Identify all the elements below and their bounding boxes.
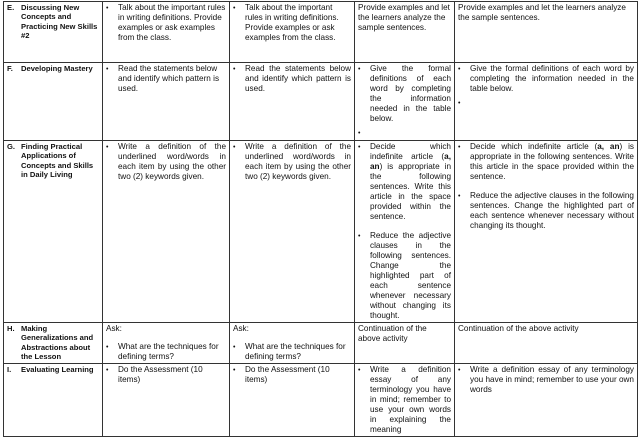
article-emphasis: a, an xyxy=(597,142,620,151)
row-code: E. xyxy=(7,3,15,12)
cell-text: Write a definition of the underlined word/words in each item by using the other two (2) keywords given. xyxy=(118,142,226,181)
cell-text: Read the statements below and identify which pattern is used. xyxy=(118,64,220,93)
cell-text: What are the techniques for defining terms? xyxy=(245,342,346,361)
bullet-icon: • xyxy=(106,66,109,73)
cell-text: Do the Assessment (10 items) xyxy=(118,365,203,384)
bullet-icon: • xyxy=(358,130,361,137)
table-row xyxy=(4,63,638,141)
row-label: Making Generalizations and Abstractions about the Lesson xyxy=(21,324,94,361)
ask-label: Ask: xyxy=(106,324,122,333)
day2-cell xyxy=(230,141,355,323)
table-row xyxy=(4,364,638,437)
cell-text: Reduce the adjective clauses in the following sentences. Change the highlighted part of each sentence whenever necessary without changing its thought. xyxy=(470,191,634,230)
bullet-icon: • xyxy=(106,344,109,351)
cell-text: Continuation of the above activity xyxy=(358,324,427,343)
day2-cell xyxy=(230,323,355,364)
day4-cell xyxy=(455,323,638,364)
bullet-icon: • xyxy=(458,144,461,151)
row-label-cell xyxy=(4,364,103,437)
day2-cell xyxy=(230,63,355,141)
day3-cell xyxy=(355,63,455,141)
cell-text: What are the techniques for defining terms? xyxy=(118,342,219,361)
bullet-icon: • xyxy=(458,367,461,374)
bullet-icon: • xyxy=(233,344,236,351)
row-label-cell xyxy=(4,323,103,364)
day3-cell xyxy=(355,323,455,364)
day2-cell xyxy=(230,364,355,437)
row-label: Finding Practical Applications of Concepts and Skills in Daily Living xyxy=(21,142,94,179)
day4-cell xyxy=(455,364,638,437)
day1-cell xyxy=(103,323,230,364)
cell-text: Do the Assessment (10 items) xyxy=(245,365,330,384)
cell-text: Provide examples and let the learners analyze the sample sentences. xyxy=(458,3,626,22)
bullet-icon: • xyxy=(358,233,361,240)
cell-text: ) is appropriate in the following sentences. Write this article in the space provided within the sentence. xyxy=(370,162,451,221)
day1-cell xyxy=(103,63,230,141)
table-row xyxy=(4,2,638,63)
cell-text: Reduce the adjective clauses in the following sentences. Change the highlighted part of each sentence whenever necessary without changing its thought. xyxy=(370,231,451,320)
row-label-cell xyxy=(4,141,103,323)
day1-cell xyxy=(103,141,230,323)
day3-cell xyxy=(355,141,455,323)
day4-cell xyxy=(455,141,638,323)
row-label: Developing Mastery xyxy=(21,64,93,73)
bullet-icon: • xyxy=(458,66,461,73)
row-label-cell xyxy=(4,2,103,63)
cell-text: Talk about the important rules in writing definitions. Provide examples or ask examples from the class. xyxy=(118,3,226,42)
cell-text: Write a definition essay of any terminology you have in mind; remember to use your own words in explaining the meaning xyxy=(370,365,451,434)
bullet-icon: • xyxy=(358,367,361,374)
bullet-icon: • xyxy=(233,66,236,73)
cell-text: Talk about the important rules in writing definitions. Provide examples or ask examples from the class. xyxy=(245,3,339,42)
day4-cell xyxy=(455,63,638,141)
cell-text: Give the formal definitions of each word by completing the information needed in the table below. xyxy=(370,64,451,123)
day3-cell xyxy=(355,2,455,63)
row-label-cell xyxy=(4,63,103,141)
cell-text: Provide examples and let the learners analyze the sample sentences. xyxy=(358,3,450,32)
cell-text: Write a definition essay of any terminology you have in mind; remember to use your own words xyxy=(470,365,634,394)
ask-label: Ask: xyxy=(233,324,249,333)
row-code: I. xyxy=(7,365,12,374)
bullet-icon: • xyxy=(233,367,236,374)
bullet-icon: • xyxy=(358,66,361,73)
cell-text: Give the formal definitions of each word by completing the information needed in the table below. xyxy=(470,64,634,93)
bullet-icon: • xyxy=(233,144,236,151)
row-code: G. xyxy=(7,142,16,151)
day1-cell xyxy=(103,364,230,437)
cell-text: Decide which indefinite article ( xyxy=(370,142,451,161)
table-row xyxy=(4,323,638,364)
bullet-icon: • xyxy=(106,367,109,374)
bullet-icon: • xyxy=(233,5,236,12)
bullet-icon: • xyxy=(458,100,461,107)
article-emphasis: a, an xyxy=(370,152,451,171)
row-label: Discussing New Concepts and Practicing New Skills #2 xyxy=(21,3,98,40)
bullet-icon: • xyxy=(458,193,461,200)
bullet-icon: • xyxy=(358,144,361,151)
bullet-icon: • xyxy=(106,5,109,12)
cell-text: Read the statements below and identify which pattern is used. xyxy=(245,64,351,93)
row-label: Evaluating Learning xyxy=(21,365,94,374)
day3-cell xyxy=(355,364,455,437)
cell-text: Write a definition of the underlined word/words in each item by using the other two (2) keywords given. xyxy=(245,142,351,181)
cell-text: ) is appropriate in the following sentences. Write this article in the space provided within the sentence. xyxy=(470,142,634,181)
day4-cell xyxy=(455,2,638,63)
row-code: F. xyxy=(7,64,13,73)
row-code: H. xyxy=(7,324,15,333)
lesson-plan-table xyxy=(3,1,638,437)
day1-cell xyxy=(103,2,230,63)
cell-text: Continuation of the above activity xyxy=(458,324,579,333)
day2-cell xyxy=(230,2,355,63)
bullet-icon: • xyxy=(106,144,109,151)
table-row xyxy=(4,141,638,323)
cell-text: Decide which indefinite article ( xyxy=(470,142,598,151)
